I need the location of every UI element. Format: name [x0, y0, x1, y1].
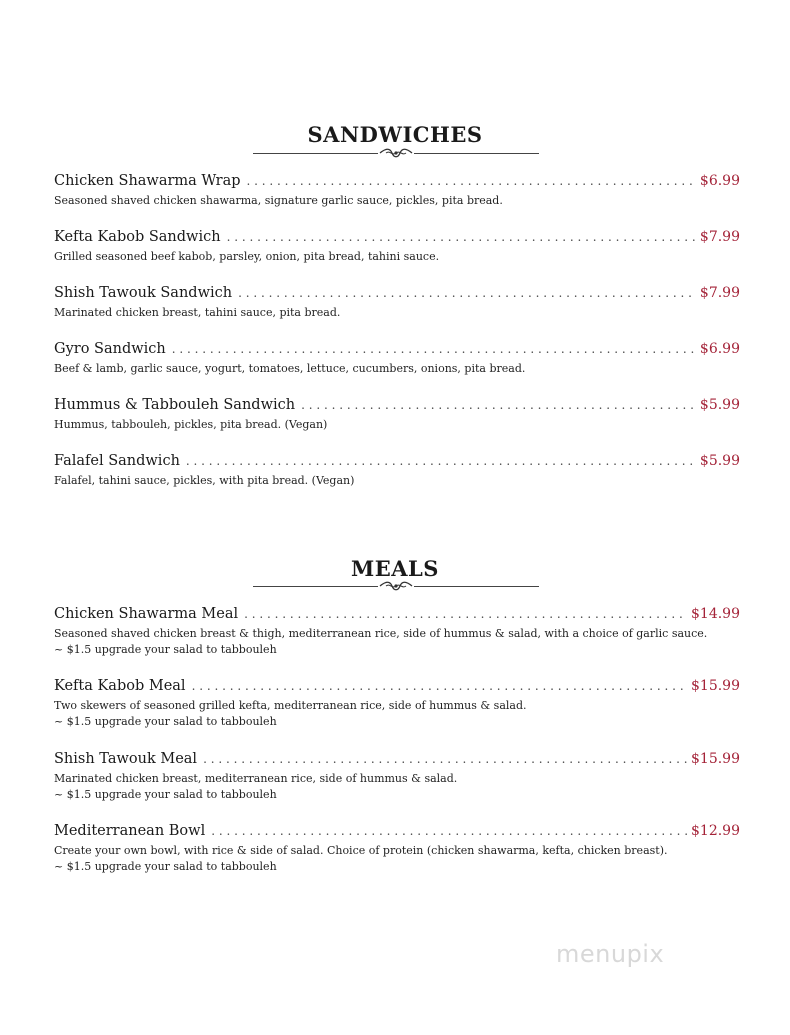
item-price: $7.99: [699, 285, 740, 301]
item-price: $7.99: [699, 229, 740, 245]
meals-divider: [253, 579, 539, 593]
dot-leader: [192, 679, 687, 693]
item-description: Seasoned shaved chicken shawarma, signature garlic sauce, pickles, pita bread.: [54, 194, 503, 207]
menupix-watermark: menupix: [556, 940, 665, 968]
item-price: $15.99: [691, 751, 740, 767]
item-name: Falafel Sandwich: [54, 453, 180, 469]
item-description: Create your own bowl, with rice & side of salad. Choice of protein (chicken shawarma, kefta, chicken breast).: [54, 844, 668, 857]
dot-leader: [227, 230, 696, 244]
item-price: $6.99: [699, 341, 740, 357]
item-name: Chicken Shawarma Meal: [54, 606, 239, 622]
item-price: $6.99: [699, 173, 740, 189]
menu-item: [54, 453, 740, 489]
dot-leader: [172, 342, 696, 356]
item-name: Kefta Kabob Meal: [54, 678, 186, 694]
item-name: Gyro Sandwich: [54, 341, 166, 357]
sandwiches-title: SANDWICHES: [307, 122, 483, 147]
flourish-ornament-icon: [378, 579, 414, 593]
item-price: $12.99: [691, 823, 740, 839]
item-upgrade-note: ~ $1.5 upgrade your salad to tabbouleh: [54, 643, 277, 656]
item-description: Hummus, tabbouleh, pickles, pita bread. (Vegan): [54, 418, 328, 431]
menu-item: [54, 606, 740, 658]
dot-leader: [247, 174, 696, 188]
item-price: $15.99: [691, 678, 740, 694]
meals-title: MEALS: [351, 556, 439, 581]
dot-leader: [238, 286, 696, 300]
item-name: Chicken Shawarma Wrap: [54, 173, 241, 189]
menu-item: [54, 678, 740, 730]
flourish-ornament-icon: [378, 146, 414, 160]
menu-item: [54, 341, 740, 377]
menu-item: [54, 285, 740, 321]
menu-item: [54, 751, 740, 803]
item-price: $5.99: [699, 397, 740, 413]
menu-item: [54, 397, 740, 433]
item-description: Marinated chicken breast, tahini sauce, pita bread.: [54, 306, 341, 319]
item-price: $14.99: [691, 606, 740, 622]
item-name: Shish Tawouk Meal: [54, 751, 198, 767]
item-upgrade-note: ~ $1.5 upgrade your salad to tabbouleh: [54, 860, 277, 873]
item-name: Shish Tawouk Sandwich: [54, 285, 233, 301]
item-name: Hummus & Tabbouleh Sandwich: [54, 397, 296, 413]
item-description: Seasoned shaved chicken breast & thigh, mediterranean rice, side of hummus & salad, with a choice of garlic sauce.: [54, 627, 708, 640]
menu-item: [54, 823, 740, 875]
dot-leader: [244, 607, 687, 621]
menu-item: [54, 229, 740, 265]
item-description: Marinated chicken breast, mediterranean rice, side of hummus & salad.: [54, 772, 458, 785]
dot-leader: [211, 824, 687, 838]
sandwiches-divider: [253, 146, 539, 160]
item-description: Grilled seasoned beef kabob, parsley, onion, pita bread, tahini sauce.: [54, 250, 440, 263]
dot-leader: [203, 752, 687, 766]
menu-item: [54, 173, 740, 209]
dot-leader: [186, 454, 696, 468]
item-name: Kefta Kabob Sandwich: [54, 229, 221, 245]
item-description: Falafel, tahini sauce, pickles, with pita bread. (Vegan): [54, 474, 355, 487]
item-description: Beef & lamb, garlic sauce, yogurt, tomatoes, lettuce, cucumbers, onions, pita bread.: [54, 362, 526, 375]
item-upgrade-note: ~ $1.5 upgrade your salad to tabbouleh: [54, 788, 277, 801]
item-upgrade-note: ~ $1.5 upgrade your salad to tabbouleh: [54, 715, 277, 728]
item-name: Mediterranean Bowl: [54, 823, 206, 839]
dot-leader: [301, 398, 696, 412]
item-description: Two skewers of seasoned grilled kefta, mediterranean rice, side of hummus & salad.: [54, 699, 527, 712]
item-price: $5.99: [699, 453, 740, 469]
